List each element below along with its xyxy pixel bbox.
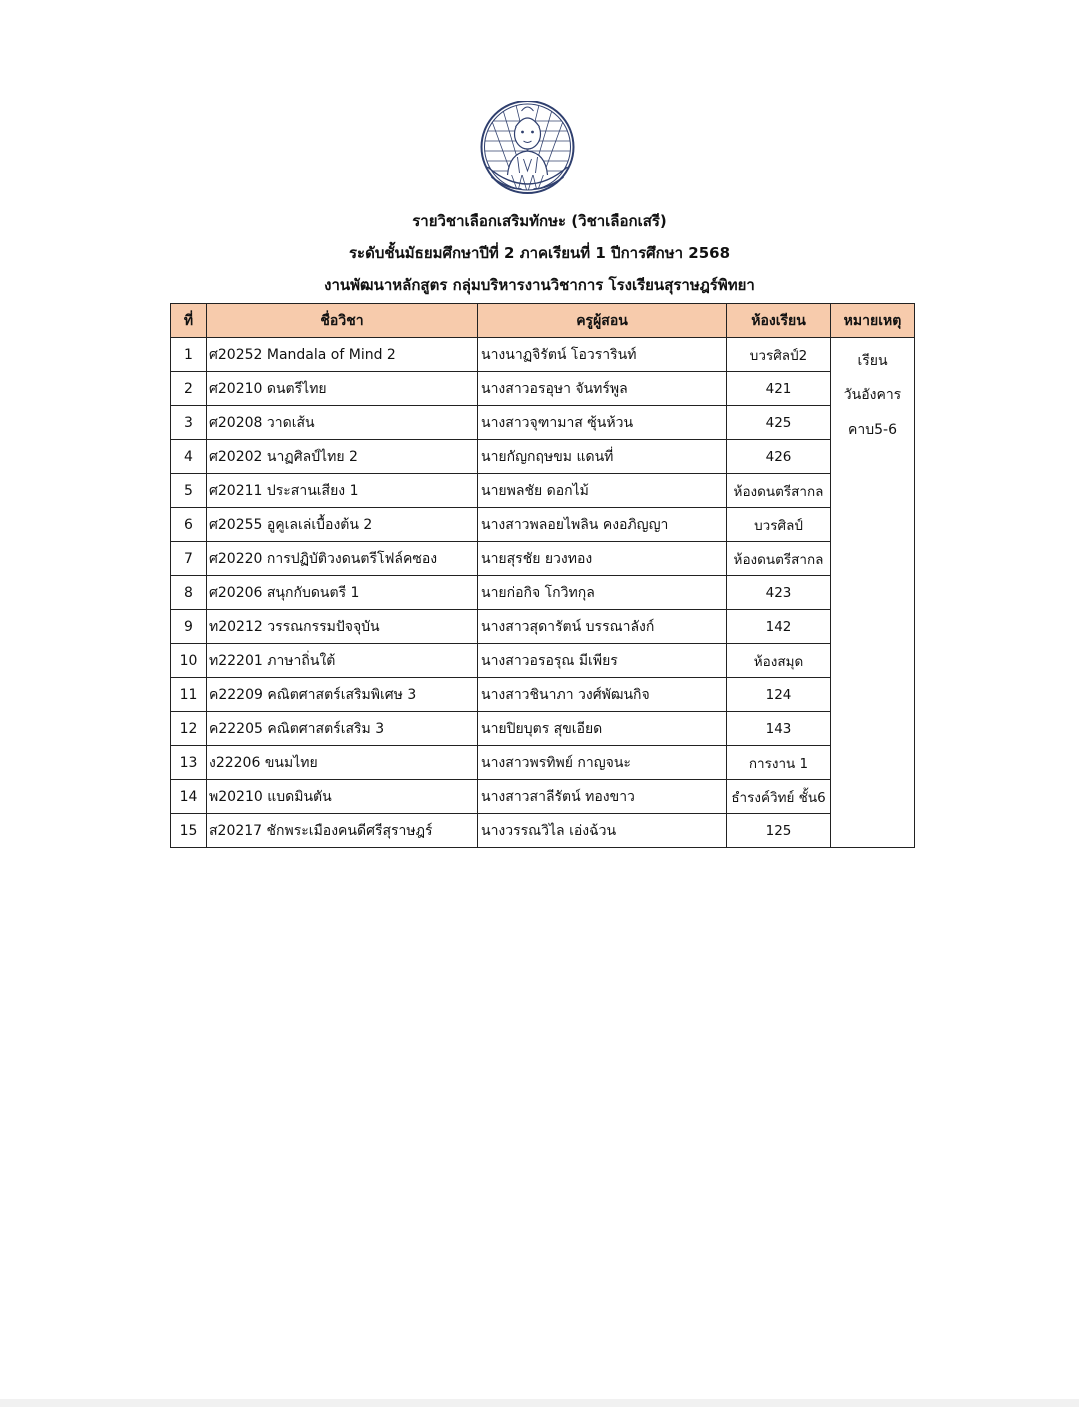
room-cell: 142 [727,610,831,644]
table-row [171,678,915,712]
subject-cell: ศ20220 การปฏิบัติวงดนตรีโฟล์คซอง [207,542,478,576]
room-cell: 125 [727,814,831,848]
row-number: 6 [171,508,207,542]
room-cell: ธำรงค์วิทย์ ชั้น6 [727,780,831,814]
room-cell: 421 [727,372,831,406]
table-row [171,542,915,576]
table-row [171,508,915,542]
document-title: รายวิชาเลือกเสริมทักษะ (วิชาเลือกเสรี) [412,212,667,230]
page-bottom-edge [0,1399,1079,1407]
column-header-note: หมายเหตุ [831,304,915,338]
subject-cell: ศ20210 ดนตรีไทย [207,372,478,406]
teacher-cell: นางสาวพรทิพย์ กาญจนะ [478,746,727,780]
room-cell: ห้องดนตรีสากล [727,474,831,508]
teacher-cell: นางสาวอรอรุณ มีเพียร [478,644,727,678]
row-number: 4 [171,440,207,474]
teacher-cell: นางสาวจุฑามาส ซุ้นห้วน [478,406,727,440]
subject-cell: ศ20252 Mandala of Mind 2 [207,338,478,372]
column-header-teacher: ครูผู้สอน [478,304,727,338]
room-cell: บวรศิลป์2 [727,338,831,372]
teacher-cell: นางวรรณวิไล เอ่งฉ้วน [478,814,727,848]
table-header-row [171,304,915,338]
row-number: 1 [171,338,207,372]
row-number: 8 [171,576,207,610]
table-row [171,372,915,406]
table-row [171,338,915,372]
teacher-cell: นางนาฏจิรัตน์ โอวรารินท์ [478,338,727,372]
table-row [171,474,915,508]
subject-cell: ส20217 ชักพระเมืองคนดีศรีสุราษฎร์ [207,814,478,848]
teacher-cell: นายสุรชัย ยวงทอง [478,542,727,576]
teacher-cell: นางสาวชินาภา วงศ์พัฒนกิจ [478,678,727,712]
teacher-cell: นายปิยบุตร สุขเอียด [478,712,727,746]
room-cell: 423 [727,576,831,610]
subject-cell: ศ20255 อูคูเลเล่เบื้องต้น 2 [207,508,478,542]
room-cell: การงาน 1 [727,746,831,780]
row-number: 2 [171,372,207,406]
row-number: 14 [171,780,207,814]
room-cell: 425 [727,406,831,440]
row-number: 9 [171,610,207,644]
subject-cell: พ20210 แบดมินตัน [207,780,478,814]
row-number: 3 [171,406,207,440]
teacher-cell: นายกัญกฤษขม แดนที่ [478,440,727,474]
subject-cell: ค22209 คณิตศาสตร์เสริมพิเศษ 3 [207,678,478,712]
table-row [171,406,915,440]
row-number: 13 [171,746,207,780]
room-cell: 426 [727,440,831,474]
column-header-subject: ชื่อวิชา [207,304,478,338]
room-cell: 124 [727,678,831,712]
subject-cell: ท20212 วรรณกรรมปัจจุบัน [207,610,478,644]
teacher-cell: นายพลชัย ดอกไม้ [478,474,727,508]
subject-cell: ศ20202 นาฏศิลป์ไทย 2 [207,440,478,474]
table-row [171,746,915,780]
row-number: 5 [171,474,207,508]
row-number: 15 [171,814,207,848]
subject-cell: ศ20208 วาดเส้น [207,406,478,440]
table-row [171,780,915,814]
row-number: 10 [171,644,207,678]
subject-cell: ศ20206 สนุกกับดนตรี 1 [207,576,478,610]
subject-cell: ศ20211 ประสานเสียง 1 [207,474,478,508]
note-cell [831,338,915,848]
teacher-cell: นางสาวสุดารัตน์ บรรณาลังก์ [478,610,727,644]
note-line: วันอังคาร [843,387,902,404]
table-row [171,440,915,474]
teacher-cell: นางสาวอรอุษา จันทร์พูล [478,372,727,406]
table-row [171,814,915,848]
room-cell: 143 [727,712,831,746]
table-row [171,610,915,644]
document-subtitle-department: งานพัฒนาหลักสูตร กลุ่มบริหารงานวิชาการ โรงเรียนสุราษฎร์พิทยา [324,276,755,294]
room-cell: ห้องสมุด [727,644,831,678]
room-cell: ห้องดนตรีสากล [727,542,831,576]
subject-cell: ง22206 ขนมไทย [207,746,478,780]
document-subtitle-level: ระดับชั้นมัธยมศึกษาปีที่ 2 ภาคเรียนที่ 1 ปีการศึกษา 2568 [348,244,731,262]
row-number: 7 [171,542,207,576]
note-line: คาบ5-6 [848,421,897,438]
row-number: 11 [171,678,207,712]
table-row [171,644,915,678]
table-row [171,576,915,610]
school-emblem-icon [477,101,578,197]
row-number: 12 [171,712,207,746]
subject-cell: ค22205 คณิตศาสตร์เสริม 3 [207,712,478,746]
table-row [171,712,915,746]
column-header-room: ห้องเรียน [727,304,831,338]
column-header-no: ที่ [171,304,207,338]
teacher-cell: นายก่อกิจ โกวิทกุล [478,576,727,610]
teacher-cell: นางสาวพลอยไพลิน คงอภิญญา [478,508,727,542]
elective-schedule-table [170,303,915,848]
subject-cell: ท22201 ภาษาถิ่นใต้ [207,644,478,678]
note-line: เรียน [857,353,888,369]
teacher-cell: นางสาวสาลีรัตน์ ทองขาว [478,780,727,814]
room-cell: บวรศิลป์ [727,508,831,542]
